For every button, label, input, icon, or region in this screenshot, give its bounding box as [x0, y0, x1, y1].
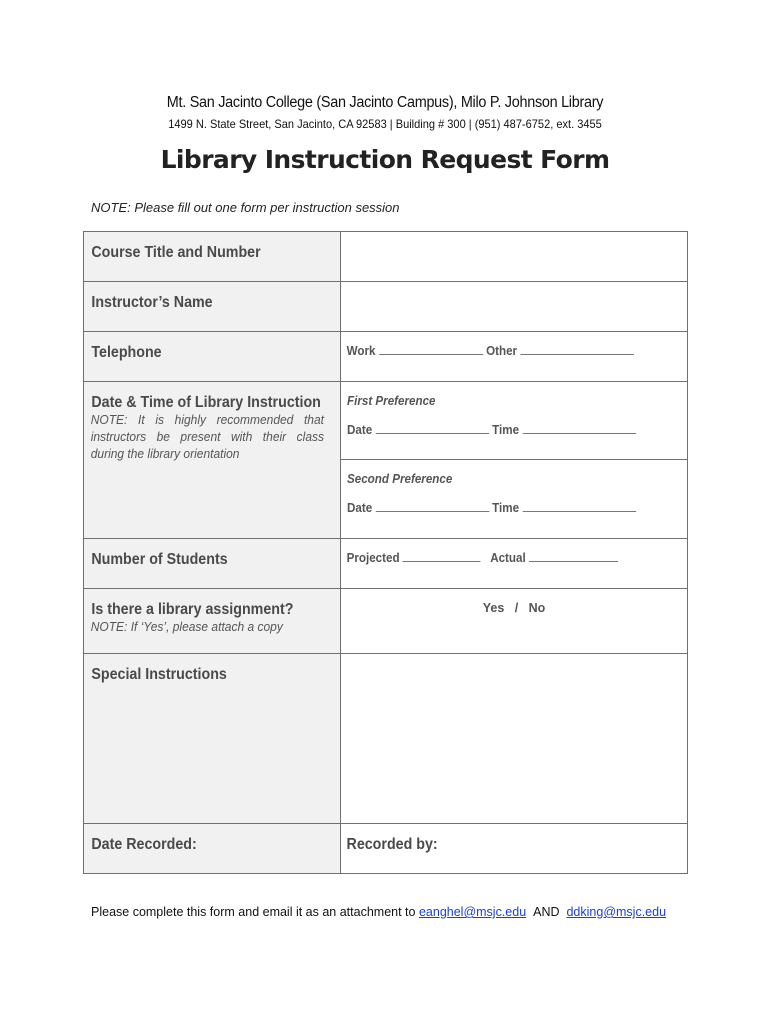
- students-label: Number of Students: [91, 551, 228, 568]
- email-link-eanghel[interactable]: eanghel@msjc.edu: [418, 905, 527, 919]
- second-date-label: Date: [347, 501, 373, 515]
- projected-label: Projected: [346, 551, 400, 565]
- special-field[interactable]: [341, 654, 688, 824]
- footer-instructions: [91, 905, 666, 919]
- second-pref-label: Second Preference: [347, 472, 453, 486]
- first-date-label: Date: [347, 423, 373, 437]
- row-assignment: [84, 589, 688, 654]
- row-recorded: [84, 824, 688, 874]
- date-recorded-label: Date Recorded:: [91, 836, 197, 853]
- request-form-table: [83, 231, 688, 874]
- datetime-label: Date & Time of Library Instruction: [91, 394, 321, 411]
- instructor-label: Instructor’s Name: [91, 294, 213, 311]
- first-date-field[interactable]: [375, 423, 488, 434]
- course-field[interactable]: [341, 232, 688, 282]
- first-preference-block: [341, 382, 687, 460]
- special-label: Special Instructions: [91, 666, 227, 683]
- other-phone-field[interactable]: [520, 344, 633, 355]
- second-time-field[interactable]: [522, 501, 635, 512]
- first-time-field[interactable]: [522, 423, 635, 434]
- assignment-note: NOTE: If ‘Yes’, please attach a copy: [90, 620, 283, 634]
- second-date-field[interactable]: [375, 501, 488, 512]
- work-phone-field[interactable]: [379, 344, 483, 355]
- projected-field[interactable]: [403, 551, 481, 562]
- first-time-label: Time: [492, 423, 520, 437]
- telephone-label: Telephone: [91, 344, 162, 361]
- library-address: 1499 N. State Street, San Jacinto, CA 92583 | Building # 300 | (951) 487-6752, ext. 3455: [168, 117, 602, 131]
- datetime-note: NOTE: It is highly recommended that instructors be present with their class during the library orientation: [90, 413, 324, 461]
- form-note: NOTE: Please fill out one form per instruction session: [91, 200, 400, 215]
- row-students: [84, 539, 688, 589]
- other-label: Other: [486, 344, 518, 358]
- form-title: Library Instruction Request Form: [160, 145, 610, 174]
- assignment-label: Is there a library assignment?: [91, 601, 294, 618]
- row-datetime: [84, 382, 688, 539]
- second-preference-block: [341, 460, 687, 538]
- email-link-ddking[interactable]: ddking@msjc.edu: [566, 905, 667, 919]
- course-label: Course Title and Number: [91, 244, 261, 261]
- page-header: [0, 94, 770, 131]
- actual-label: Actual: [490, 551, 526, 565]
- footer-and: AND: [533, 905, 560, 919]
- second-time-label: Time: [492, 501, 520, 515]
- first-pref-label: First Preference: [347, 394, 436, 408]
- college-name: Mt. San Jacinto College (San Jacinto Campus), Milo P. Johnson Library: [166, 94, 604, 111]
- row-telephone: [84, 332, 688, 382]
- work-label: Work: [346, 344, 376, 358]
- recorded-by-label: Recorded by:: [346, 836, 438, 853]
- footer-text: Please complete this form and email it as an attachment to: [91, 905, 416, 919]
- actual-field[interactable]: [529, 551, 618, 562]
- row-instructor: [84, 282, 688, 332]
- row-special: [84, 654, 688, 824]
- instructor-field[interactable]: [341, 282, 688, 332]
- row-course: [84, 232, 688, 282]
- yes-no-options[interactable]: Yes / No: [482, 601, 546, 615]
